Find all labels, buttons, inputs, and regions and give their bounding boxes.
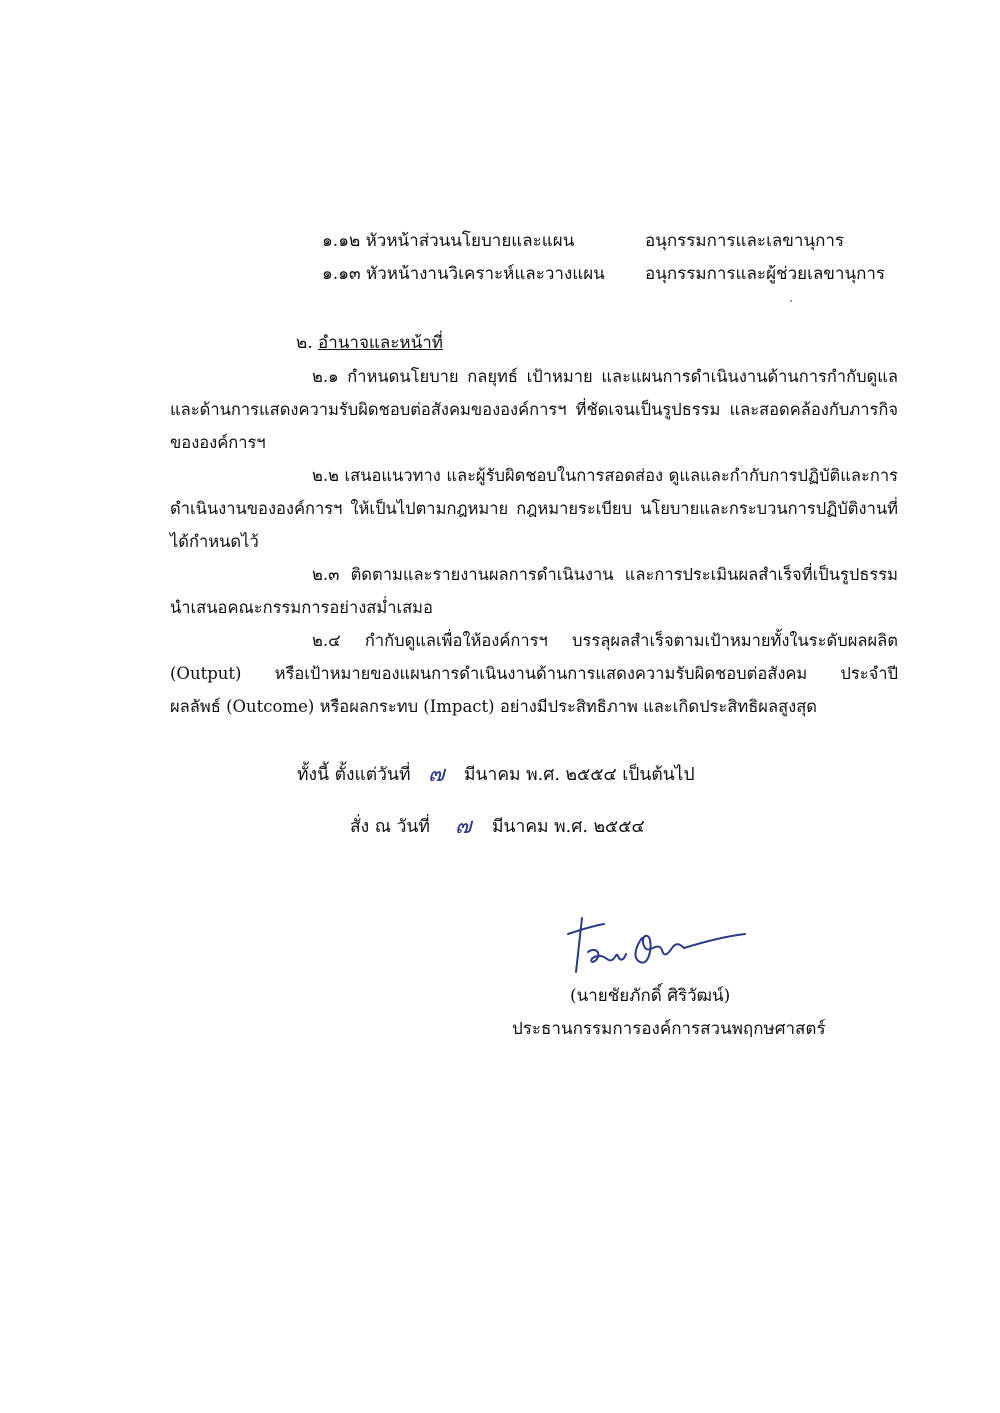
member-role: อนุกรรมการและเลขานุการ xyxy=(645,231,845,251)
section-number: ๒. xyxy=(296,333,313,353)
member-role: อนุกรรมการและผู้ช่วยเลขานุการ xyxy=(645,264,886,284)
member-label: ๑.๑๓ หัวหน้างานวิเคราะห์และวางแผน xyxy=(322,264,605,284)
ordered-day: ๗ xyxy=(455,814,472,839)
member-label: ๑.๑๒ หัวหน้าส่วนนโยบายและแผน xyxy=(322,231,575,251)
duty-paragraph: ๒.๔ กำกับดูแลเพื่อให้องค์การฯ บรรลุผลสำเร็จตามเป้าหมายทั้งในระดับผลผลิต (Output) หรือเป้าหมายของแผนการดำเนินงานด้านการแสดงความรับผิดชอบต่อสังคม ประจำปี ผลลัพธ์ (Outcome) หรือผลกระทบ (Impact) อย่างมีประสิทธิภาพ และเกิดประสิทธิผลสูงสุด xyxy=(170,631,898,716)
duty-paragraph: ๒.๒ เสนอแนวทาง และผู้รับผิดชอบในการสอดส่อง ดูแลและกำกับการปฏิบัติและการดำเนินงานขององค์การฯ ให้เป็นไปตามกฎหมาย กฎหมายระเบียบ นโยบายและกระบวนการปฏิบัติงานที่ได้กำหนดไว้ xyxy=(170,466,898,551)
effective-prefix: ทั้งนี้ ตั้งแต่วันที่ xyxy=(297,765,411,785)
signatory-name: (นายชัยภักดิ์ ศิริวัฒน์) xyxy=(570,986,731,1006)
section-heading xyxy=(296,329,443,356)
effective-suffix: มีนาคม พ.ศ. ๒๕๕๔ เป็นต้นไป xyxy=(464,765,695,785)
handwritten-signature xyxy=(560,910,750,990)
ordered-suffix: มีนาคม พ.ศ. ๒๕๕๔ xyxy=(492,817,645,837)
stray-mark xyxy=(790,300,792,302)
ordered-prefix: สั่ง ณ วันที่ xyxy=(350,817,430,837)
section-title: อำนาจและหน้าที่ xyxy=(318,333,443,353)
signatory-title: ประธานกรรมการองค์การสวนพฤกษศาสตร์ xyxy=(512,1019,826,1039)
duty-paragraph: ๒.๑ กำหนดนโยบาย กลยุทธ์ เป้าหมาย และแผนการดำเนินงานด้านการกำกับดูแลและด้านการแสดงความรับผิดชอบต่อสังคมขององค์การฯ ที่ชัดเจนเป็นรูปธรรม และสอดคล้องกับภารกิจขององค์การฯ xyxy=(170,367,898,452)
effective-day: ๗ xyxy=(428,762,445,787)
duty-paragraph: ๒.๓ ติดตามและรายงานผลการดำเนินงาน และการประเมินผลสำเร็จที่เป็นรูปธรรม นำเสนอคณะกรรมการอย่างสม่ำเสมอ xyxy=(170,565,898,617)
